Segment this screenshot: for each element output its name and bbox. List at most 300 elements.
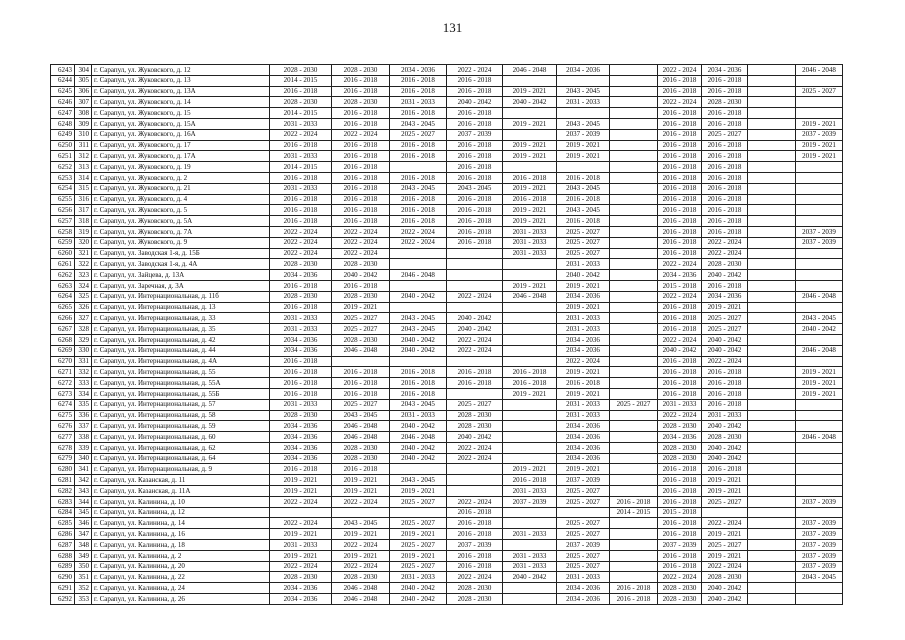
row-index-cell: 6283 <box>51 496 75 507</box>
period-cell: 2016 - 2018 <box>702 226 748 237</box>
period-cell: 2016 - 2018 <box>557 172 610 183</box>
row-number-cell: 324 <box>75 280 92 291</box>
period-cell <box>610 432 658 443</box>
period-cell: 2025 - 2027 <box>557 529 610 540</box>
row-number-cell: 328 <box>75 324 92 335</box>
period-cell <box>748 550 796 561</box>
period-cell: 2034 - 2036 <box>658 270 702 281</box>
period-cell <box>748 259 796 270</box>
period-cell <box>610 172 658 183</box>
period-cell: 2016 - 2018 <box>390 378 447 389</box>
period-cell <box>796 259 843 270</box>
address-cell: г. Сарапул, ул. Интернациональная, д. 42 <box>92 334 270 345</box>
period-cell <box>748 561 796 572</box>
address-cell: г. Сарапул, ул. Интернациональная, д. 55 <box>92 367 270 378</box>
table-row <box>51 248 843 259</box>
period-cell <box>748 399 796 410</box>
period-cell <box>748 475 796 486</box>
period-cell <box>748 140 796 151</box>
period-cell: 2028 - 2030 <box>658 594 702 605</box>
period-cell: 2046 - 2048 <box>332 583 390 594</box>
period-cell: 2016 - 2018 <box>557 216 610 227</box>
period-cell: 2016 - 2018 <box>390 151 447 162</box>
row-index-cell: 6273 <box>51 388 75 399</box>
period-cell <box>557 108 610 119</box>
row-number-cell: 336 <box>75 410 92 421</box>
period-cell: 2028 - 2030 <box>332 259 390 270</box>
period-cell <box>503 356 557 367</box>
table-row <box>51 410 843 421</box>
period-cell: 2025 - 2027 <box>447 399 503 410</box>
period-cell: 2016 - 2018 <box>390 205 447 216</box>
row-index-cell: 6244 <box>51 75 75 86</box>
table-row <box>51 594 843 605</box>
period-cell: 2016 - 2018 <box>270 280 332 291</box>
period-cell: 2019 - 2021 <box>503 205 557 216</box>
period-cell <box>390 259 447 270</box>
period-cell: 2034 - 2036 <box>557 583 610 594</box>
period-cell <box>503 259 557 270</box>
row-index-cell: 6256 <box>51 205 75 216</box>
address-cell: г. Сарапул, ул. Жуковского, д. 15 <box>92 108 270 119</box>
period-cell <box>503 594 557 605</box>
address-cell: г. Сарапул, ул. Интернациональная, д. 9 <box>92 464 270 475</box>
period-cell: 2016 - 2018 <box>332 172 390 183</box>
period-cell <box>447 248 503 259</box>
period-cell <box>748 529 796 540</box>
period-cell <box>748 97 796 108</box>
period-cell <box>503 432 557 443</box>
period-cell: 2019 - 2021 <box>270 529 332 540</box>
period-cell: 2016 - 2018 <box>658 324 702 335</box>
period-cell <box>610 464 658 475</box>
period-cell <box>610 194 658 205</box>
period-cell: 2019 - 2021 <box>796 151 843 162</box>
period-cell <box>748 356 796 367</box>
period-cell: 2016 - 2018 <box>658 129 702 140</box>
row-index-cell: 6274 <box>51 399 75 410</box>
period-cell: 2031 - 2033 <box>503 237 557 248</box>
period-cell <box>748 151 796 162</box>
period-cell: 2019 - 2021 <box>503 216 557 227</box>
table-row <box>51 108 843 119</box>
period-cell <box>796 399 843 410</box>
period-cell: 2031 - 2033 <box>270 118 332 129</box>
period-cell <box>748 172 796 183</box>
period-cell: 2028 - 2030 <box>270 291 332 302</box>
period-cell: 2022 - 2024 <box>447 496 503 507</box>
table-row <box>51 486 843 497</box>
period-cell: 2031 - 2033 <box>503 561 557 572</box>
period-cell: 2040 - 2042 <box>447 432 503 443</box>
period-cell: 2040 - 2042 <box>390 583 447 594</box>
period-cell: 2019 - 2021 <box>557 388 610 399</box>
row-number-cell: 310 <box>75 129 92 140</box>
address-cell: г. Сарапул, ул. Жуковского, д. 13 <box>92 75 270 86</box>
period-cell: 2022 - 2024 <box>332 248 390 259</box>
period-cell: 2034 - 2036 <box>270 453 332 464</box>
period-cell <box>610 280 658 291</box>
address-cell: г. Сарапул, ул. Интернациональная, д. 57 <box>92 399 270 410</box>
period-cell: 2031 - 2033 <box>270 540 332 551</box>
period-cell: 2016 - 2018 <box>332 162 390 173</box>
table-row <box>51 367 843 378</box>
period-cell: 2016 - 2018 <box>270 172 332 183</box>
address-cell: г. Сарапул, ул. Калинина, д. 2 <box>92 550 270 561</box>
period-cell: 2022 - 2024 <box>447 453 503 464</box>
period-cell <box>748 313 796 324</box>
period-cell <box>748 86 796 97</box>
period-cell: 2031 - 2033 <box>390 410 447 421</box>
period-cell <box>447 464 503 475</box>
period-cell: 2043 - 2045 <box>332 518 390 529</box>
period-cell <box>748 540 796 551</box>
address-cell: г. Сарапул, ул. Жуковского, д. 17А <box>92 151 270 162</box>
period-cell: 2016 - 2018 <box>390 108 447 119</box>
row-index-cell: 6268 <box>51 334 75 345</box>
period-cell <box>610 529 658 540</box>
row-index-cell: 6249 <box>51 129 75 140</box>
row-index-cell: 6284 <box>51 507 75 518</box>
period-cell: 2016 - 2018 <box>503 378 557 389</box>
table-row <box>51 259 843 270</box>
period-cell: 2046 - 2048 <box>332 594 390 605</box>
period-cell: 2028 - 2030 <box>332 65 390 76</box>
row-index-cell: 6247 <box>51 108 75 119</box>
period-cell <box>610 486 658 497</box>
address-cell: г. Сарапул, ул. Жуковского, д. 13А <box>92 86 270 97</box>
period-cell <box>796 216 843 227</box>
address-cell: г. Сарапул, ул. Жуковского, д. 19 <box>92 162 270 173</box>
address-cell: г. Сарапул, ул. Калинина, д. 20 <box>92 561 270 572</box>
address-cell: г. Сарапул, ул. Жуковского, д. 14 <box>92 97 270 108</box>
page-number: 131 <box>442 20 463 35</box>
period-cell <box>796 334 843 345</box>
period-cell <box>748 237 796 248</box>
period-cell: 2022 - 2024 <box>658 259 702 270</box>
period-cell <box>796 172 843 183</box>
period-cell: 2015 - 2018 <box>658 280 702 291</box>
row-number-cell: 308 <box>75 108 92 119</box>
period-cell: 2016 - 2018 <box>447 378 503 389</box>
period-cell <box>748 183 796 194</box>
period-cell: 2025 - 2027 <box>702 324 748 335</box>
period-cell: 2028 - 2030 <box>658 583 702 594</box>
period-cell <box>796 594 843 605</box>
period-cell: 2022 - 2024 <box>658 334 702 345</box>
row-index-cell: 6288 <box>51 550 75 561</box>
period-cell <box>748 594 796 605</box>
period-cell: 2016 - 2018 <box>332 183 390 194</box>
row-index-cell: 6265 <box>51 302 75 313</box>
table-row <box>51 583 843 594</box>
address-cell: г. Сарапул, ул. Жуковского, д. 12 <box>92 65 270 76</box>
period-cell <box>610 334 658 345</box>
period-cell: 2031 - 2033 <box>390 572 447 583</box>
period-cell: 2022 - 2024 <box>390 237 447 248</box>
period-cell: 2034 - 2036 <box>270 421 332 432</box>
period-cell <box>503 345 557 356</box>
address-cell: г. Сарапул, ул. Жуковского, д. 16А <box>92 129 270 140</box>
table-row <box>51 162 843 173</box>
period-cell: 2022 - 2024 <box>447 345 503 356</box>
period-cell <box>447 270 503 281</box>
period-cell: 2016 - 2018 <box>332 75 390 86</box>
address-cell: г. Сарапул, ул. Интернациональная, д. 13 <box>92 302 270 313</box>
row-index-cell: 6267 <box>51 324 75 335</box>
period-cell: 2019 - 2021 <box>796 378 843 389</box>
table-row <box>51 399 843 410</box>
address-cell: г. Сарапул, ул. Заводская 1-я, д. 15Б <box>92 248 270 259</box>
period-cell: 2019 - 2021 <box>332 302 390 313</box>
period-cell <box>748 388 796 399</box>
row-index-cell: 6279 <box>51 453 75 464</box>
period-cell <box>503 75 557 86</box>
period-cell: 2028 - 2030 <box>332 453 390 464</box>
period-cell <box>503 324 557 335</box>
address-cell: г. Сарапул, ул. Жуковского, д. 5 <box>92 205 270 216</box>
period-cell: 2040 - 2042 <box>390 334 447 345</box>
period-cell: 2022 - 2024 <box>658 97 702 108</box>
period-cell: 2025 - 2027 <box>332 313 390 324</box>
period-cell: 2016 - 2018 <box>702 367 748 378</box>
period-cell: 2046 - 2048 <box>503 291 557 302</box>
period-cell <box>332 507 390 518</box>
row-number-cell: 309 <box>75 118 92 129</box>
period-cell <box>748 162 796 173</box>
address-cell: г. Сарапул, ул. Интернациональная, д. 64 <box>92 453 270 464</box>
period-cell: 2022 - 2024 <box>447 572 503 583</box>
period-cell: 2040 - 2042 <box>702 583 748 594</box>
period-cell: 2037 - 2039 <box>796 237 843 248</box>
period-cell: 2043 - 2045 <box>796 313 843 324</box>
period-cell: 2016 - 2018 <box>390 86 447 97</box>
period-cell: 2022 - 2024 <box>447 442 503 453</box>
period-cell: 2031 - 2033 <box>390 97 447 108</box>
period-cell <box>557 162 610 173</box>
period-cell: 2028 - 2030 <box>447 594 503 605</box>
row-index-cell: 6251 <box>51 151 75 162</box>
row-index-cell: 6275 <box>51 410 75 421</box>
period-cell <box>748 205 796 216</box>
period-cell: 2031 - 2033 <box>557 313 610 324</box>
period-cell: 2016 - 2018 <box>610 594 658 605</box>
period-cell: 2016 - 2018 <box>332 388 390 399</box>
address-cell: г. Сарапул, ул. Калинина, д. 18 <box>92 540 270 551</box>
period-cell <box>332 356 390 367</box>
period-cell <box>610 270 658 281</box>
period-cell: 2028 - 2030 <box>702 97 748 108</box>
period-cell <box>748 108 796 119</box>
period-cell: 2025 - 2027 <box>390 496 447 507</box>
period-cell: 2016 - 2018 <box>447 162 503 173</box>
period-cell <box>390 248 447 259</box>
period-cell: 2040 - 2042 <box>702 270 748 281</box>
period-cell: 2016 - 2018 <box>332 464 390 475</box>
period-cell: 2028 - 2030 <box>702 432 748 443</box>
period-cell: 2022 - 2024 <box>447 334 503 345</box>
row-number-cell: 313 <box>75 162 92 173</box>
period-cell: 2025 - 2027 <box>557 496 610 507</box>
period-cell: 2037 - 2039 <box>796 561 843 572</box>
row-number-cell: 323 <box>75 270 92 281</box>
period-cell: 2028 - 2030 <box>658 421 702 432</box>
period-cell <box>796 356 843 367</box>
table-row <box>51 421 843 432</box>
period-cell: 2016 - 2018 <box>702 162 748 173</box>
period-cell: 2022 - 2024 <box>702 518 748 529</box>
period-cell <box>390 302 447 313</box>
period-cell: 2016 - 2018 <box>332 86 390 97</box>
period-cell: 2016 - 2018 <box>332 194 390 205</box>
period-cell: 2019 - 2021 <box>796 118 843 129</box>
period-cell: 2016 - 2018 <box>658 151 702 162</box>
period-cell <box>503 540 557 551</box>
row-index-cell: 6243 <box>51 65 75 76</box>
row-index-cell: 6281 <box>51 475 75 486</box>
table-row <box>51 291 843 302</box>
period-cell: 2043 - 2045 <box>557 118 610 129</box>
table-row <box>51 475 843 486</box>
period-cell: 2016 - 2018 <box>447 561 503 572</box>
row-index-cell: 6266 <box>51 313 75 324</box>
address-cell: г. Сарапул, ул. Заводская 1-я, д. 4А <box>92 259 270 270</box>
period-cell: 2022 - 2024 <box>447 65 503 76</box>
period-cell: 2025 - 2027 <box>557 486 610 497</box>
period-cell: 2025 - 2027 <box>390 518 447 529</box>
period-cell: 2034 - 2036 <box>557 453 610 464</box>
period-cell: 2019 - 2021 <box>503 86 557 97</box>
period-cell: 2034 - 2036 <box>270 583 332 594</box>
row-number-cell: 346 <box>75 518 92 529</box>
table-row <box>51 540 843 551</box>
period-cell <box>796 486 843 497</box>
period-cell: 2031 - 2033 <box>503 486 557 497</box>
period-cell <box>702 507 748 518</box>
period-cell <box>610 550 658 561</box>
period-cell: 2031 - 2033 <box>702 410 748 421</box>
row-number-cell: 326 <box>75 302 92 313</box>
period-cell: 2016 - 2018 <box>503 172 557 183</box>
period-cell <box>610 540 658 551</box>
period-cell: 2022 - 2024 <box>447 291 503 302</box>
table-row <box>51 140 843 151</box>
table-row <box>51 561 843 572</box>
period-cell <box>796 194 843 205</box>
period-cell: 2016 - 2018 <box>702 378 748 389</box>
table-row <box>51 388 843 399</box>
period-cell <box>796 183 843 194</box>
period-cell: 2019 - 2021 <box>796 388 843 399</box>
period-cell: 2019 - 2021 <box>270 550 332 561</box>
period-cell: 2037 - 2039 <box>447 129 503 140</box>
period-cell: 2022 - 2024 <box>557 356 610 367</box>
row-index-cell: 6253 <box>51 172 75 183</box>
period-cell: 2031 - 2033 <box>557 399 610 410</box>
table-row <box>51 313 843 324</box>
period-cell: 2016 - 2018 <box>658 561 702 572</box>
period-cell <box>748 410 796 421</box>
period-cell: 2016 - 2018 <box>270 388 332 399</box>
row-number-cell: 330 <box>75 345 92 356</box>
period-cell <box>796 421 843 432</box>
period-cell: 2016 - 2018 <box>702 205 748 216</box>
period-cell: 2022 - 2024 <box>332 496 390 507</box>
address-cell: г. Сарапул, ул. Интернациональная, д. 60 <box>92 432 270 443</box>
table-row <box>51 334 843 345</box>
period-cell: 2043 - 2045 <box>447 183 503 194</box>
period-cell <box>503 442 557 453</box>
period-cell <box>610 75 658 86</box>
period-cell: 2016 - 2018 <box>658 313 702 324</box>
period-cell: 2019 - 2021 <box>270 486 332 497</box>
period-cell: 2037 - 2039 <box>447 540 503 551</box>
address-cell: г. Сарапул, ул. Калинина, д. 24 <box>92 583 270 594</box>
period-cell: 2019 - 2021 <box>557 280 610 291</box>
period-cell: 2040 - 2042 <box>503 97 557 108</box>
period-cell: 2034 - 2036 <box>557 334 610 345</box>
period-cell: 2019 - 2021 <box>270 475 332 486</box>
period-cell: 2040 - 2042 <box>702 442 748 453</box>
table-row <box>51 216 843 227</box>
period-cell: 2043 - 2045 <box>390 118 447 129</box>
table-row <box>51 237 843 248</box>
period-cell: 2019 - 2021 <box>702 302 748 313</box>
period-cell: 2019 - 2021 <box>702 550 748 561</box>
period-cell: 2016 - 2018 <box>390 216 447 227</box>
address-cell: г. Сарапул, ул. Казанская, д. 11А <box>92 486 270 497</box>
period-cell: 2016 - 2018 <box>658 302 702 313</box>
period-cell <box>748 432 796 443</box>
row-index-cell: 6280 <box>51 464 75 475</box>
period-cell <box>796 583 843 594</box>
period-cell: 2016 - 2018 <box>702 194 748 205</box>
row-number-cell: 347 <box>75 529 92 540</box>
period-cell <box>748 345 796 356</box>
table-row <box>51 75 843 86</box>
table-row <box>51 129 843 140</box>
period-cell: 2040 - 2042 <box>503 572 557 583</box>
period-cell: 2040 - 2042 <box>702 594 748 605</box>
period-cell: 2014 - 2015 <box>270 75 332 86</box>
row-index-cell: 6261 <box>51 259 75 270</box>
period-cell <box>610 162 658 173</box>
period-cell: 2043 - 2045 <box>557 205 610 216</box>
period-cell: 2016 - 2018 <box>390 388 447 399</box>
period-cell <box>748 367 796 378</box>
period-cell: 2016 - 2018 <box>658 356 702 367</box>
period-cell: 2025 - 2027 <box>702 313 748 324</box>
table-row <box>51 572 843 583</box>
period-cell: 2046 - 2048 <box>390 270 447 281</box>
period-cell: 2019 - 2021 <box>702 529 748 540</box>
row-index-cell: 6252 <box>51 162 75 173</box>
period-cell <box>610 237 658 248</box>
period-cell: 2016 - 2018 <box>658 86 702 97</box>
period-cell <box>610 518 658 529</box>
table-row <box>51 302 843 313</box>
address-cell: г. Сарапул, ул. Калинина, д. 12 <box>92 507 270 518</box>
period-cell <box>610 302 658 313</box>
period-cell: 2034 - 2036 <box>557 594 610 605</box>
address-cell: г. Сарапул, ул. Калинина, д. 16 <box>92 529 270 540</box>
period-cell: 2016 - 2018 <box>332 367 390 378</box>
period-cell: 2034 - 2036 <box>702 65 748 76</box>
period-cell: 2028 - 2030 <box>447 410 503 421</box>
period-cell: 2031 - 2033 <box>557 97 610 108</box>
address-cell: г. Сарапул, ул. Зайцева, д. 13А <box>92 270 270 281</box>
period-cell: 2022 - 2024 <box>332 129 390 140</box>
